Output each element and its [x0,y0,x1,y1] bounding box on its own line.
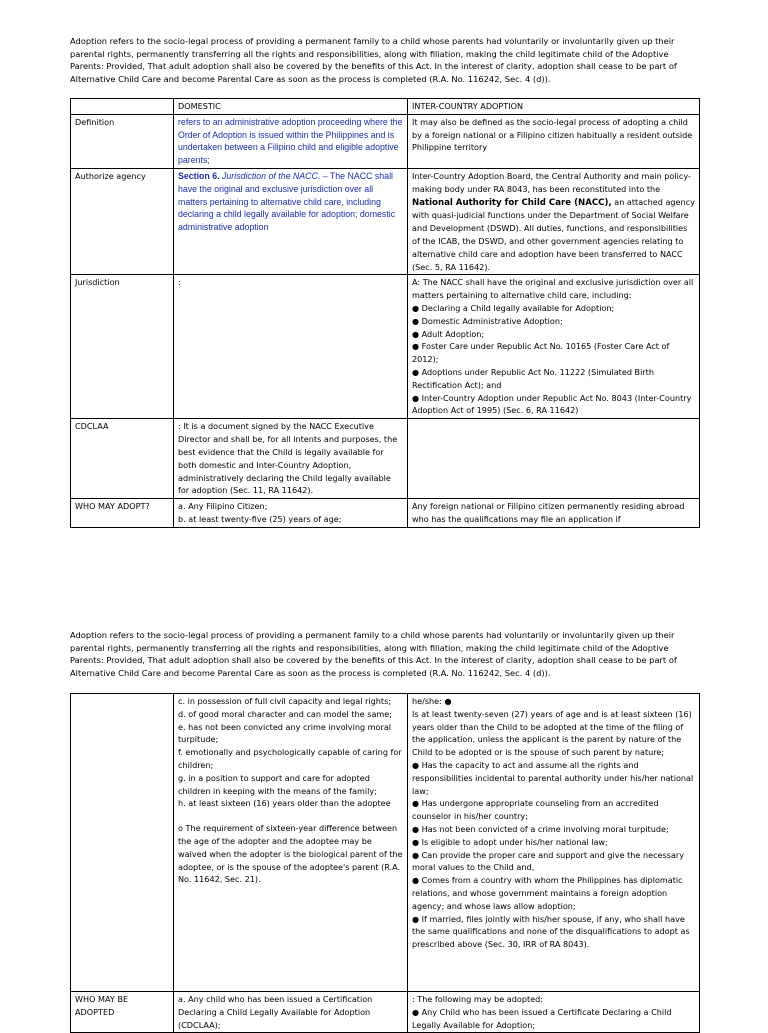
definition-domestic [174,114,408,168]
list-item: ● Inter-Country Adoption under Republic Act No. 8043 (Inter-Country Adoption Act of 1995) (Sec. 6, RA 11642) [412,392,692,416]
list-item: c. in possession of full civil capacity and legal rights; [178,696,392,706]
table-header-row [71,99,700,115]
document-page-2 [0,590,768,1030]
list-item: g. in a position to support and care for adopted children in keeping with the means of the family; [178,772,377,796]
waiver-note: o The requirement of sixteen-year difference between the age of the adopter and the adoptee may be waived when the adopter is the biological parent of the adoptee, or is the spouse of the adoptee's parent (R.A. No. 11642, Sec. 21). [178,823,403,885]
agency-section-body: – The NACC shall have the original and exclusive jurisdiction over all matters pertaining to alternative child care, including declaring a child legally available for adoption; domestic administrative adoption [178,170,396,233]
agency-nacc-name: National Authority for Child Care (NACC), [412,197,612,208]
row-label-who-may-be-adopted: WHO MAY BE ADOPTED [71,992,174,1033]
who-may-be-adopted-domestic: a. Any child who has been issued a Certification Declaring a Child Legally Available for Adoption (CDCLAA); [174,992,408,1033]
list-item: f. emotionally and psychologically capable of caring for children; [178,747,402,770]
agency-section-title: Jurisdiction of the NACC. [222,170,321,181]
header-intercountry: INTER-COUNTRY ADOPTION [408,99,700,115]
cdclaa-domestic: : It is a document signed by the NACC Executive Director and shall be, for all intents and purposes, the best evidence that the Child is legally available for both domestic and Inter-Country Adoption, administratively declaring the Child legally available for adoption (Sec. 11, RA 11642). [174,419,408,499]
list-item: ● Can provide the proper care and support and give the necessary moral values to the Child and, [412,849,685,873]
comparison-table [70,98,700,528]
intro-paragraph: Adoption refers to the socio-legal process of providing a permanent family to a child whose parents had voluntarily or involuntarily given up their parental rights, permanently transferring all the rights and responsibilities, along with filiation, making the child legitimate child of the Adoptive Parents: Provided, That adult adoption shall also be covered by the benefits of this Act. In the interest of clarity, adoption shall cease to be part of Alternative Child Care and become Parental Care as soon as the process is completed (R.A. No. 116242, Sec. 4 (d)). [70,630,677,679]
list-item: ● If married, files jointly with his/her spouse, if any, who shall have the same qualifications and none of the disqualifications to adopt as prescribed above (Sec. 30, IRR of RA 8043). [412,913,690,950]
row-label-empty [71,694,174,992]
list-item: ● Declaring a Child legally available for Adoption; [412,302,615,313]
qualifications-domestic [174,694,408,992]
table-row-qualifications [71,694,700,992]
definition-domestic-text: refers to an administrative adoption proceeding where the Order of Adoption is issued within the Philippines and is undertaken between a Filipino child and eligible adoptive parents; [178,116,403,166]
list-item: b. at least twenty-five (25) years of age; [178,513,342,524]
agency-intercountry [408,168,700,274]
list-item: ● Is eligible to adopt under his/her national law; [412,836,608,847]
jurisdiction-intercountry [408,275,700,419]
row-label-who-may-adopt: WHO MAY ADOPT? [71,499,174,528]
table-row-agency [71,168,700,274]
agency-domestic-text [178,171,395,232]
qualifications-intercountry [408,694,700,992]
cdclaa-intercountry [408,419,700,499]
list-item: ● Foster Care under Republic Act No. 10165 (Foster Care Act of 2012); [412,341,670,365]
row-label-agency: Authorize agency [71,168,174,274]
table-row-who-may-be-adopted [71,992,700,1033]
table-row-who-may-adopt [71,499,700,528]
row-label-definition: Definition [71,114,174,168]
list-item: ● Domestic Administrative Adoption; [412,315,563,326]
list-item: : The following may be adopted: [412,994,543,1004]
header-empty-cell [71,99,174,115]
intro-paragraph: Adoption refers to the socio-legal process of providing a permanent family to a child whose parents had voluntarily or involuntarily given up their parental rights, permanently transferring all the rights and responsibilities, along with filiation, making the child legitimate child of the Adoptive Parents: Provided, That adult adoption shall also be covered by the benefits of this Act. In the interest of clarity, adoption shall cease to be part of Alternative Child Care and become Parental Care as soon as the process is completed (R.A. No. 116242, Sec. 4 (d)). [70,36,677,85]
list-item: d. of good moral character and can model the same; [178,708,392,719]
list-item: ● Comes from a country with whom the Philippines has diplomatic relations, and whose government maintains a foreign adoption agency; and whose laws allow adoption; [412,875,683,911]
jurisdiction-intro: A: The NACC shall have the original and exclusive jurisdiction over all matters pertaining to alternative child care, including: [412,277,694,301]
list-item: ● Adult Adoption; [412,328,485,339]
spacer [178,810,403,822]
table-row-jurisdiction [71,275,700,419]
agency-domestic [174,168,408,274]
list-item: Is at least twenty-seven (27) years of age and is at least sixteen (16) years older than the Child to be adopted at the time of the filing of the application, unless the applicant is the parent by nature of the Child to be adopted or is the spouse of such parent by nature; [412,708,692,758]
agency-section-number: Section 6. [178,170,220,181]
who-may-be-adopted-intercountry [408,992,700,1033]
jurisdiction-domestic: : [174,275,408,419]
list-item: ● Has not been convicted of a crime involving moral turpitude; [412,823,669,834]
list-item: h. at least sixteen (16) years older than the adoptee [178,798,391,809]
agency-intercountry-pre: Inter-Country Adoption Board, the Central Authority and main policy-making body under RA 8043, has been reconstituted into the [412,170,691,194]
header-domestic: DOMESTIC [174,99,408,115]
list-item: he/she: ● [412,696,452,706]
table-row-definition [71,114,700,168]
definition-intercountry: It may also be defined as the socio-legal process of adopting a child by a foreign national or a Filipino citizen habitually a resident outside Philippine territory [408,114,700,168]
list-item: ● Has undergone appropriate counseling from an accredited counselor in his/her country; [412,798,659,822]
who-may-adopt-domestic [174,499,408,528]
who-may-adopt-intercountry: Any foreign national or Filipino citizen permanently residing abroad who has the qualifications may file an application if [408,499,700,528]
list-item: a. Any Filipino Citizen; [178,501,268,512]
row-label-cdclaa: CDCLAA [71,419,174,499]
list-item: e. has not been convicted any crime involving moral turpitude; [178,721,392,745]
agency-intercountry-post: an attached agency with quasi-judicial functions under the Department of Social Welfare and Development (DSWD). All duties, functions, and responsibilities of the ICAB, the DSWD, and other government agencies relating to alternative child care and adoption have been transferred to NACC (Sec. 5, RA 11642). [412,196,695,272]
row-label-jurisdiction: Jurisdiction [71,275,174,419]
list-item: ● Any Child who has been issued a Certificate Declaring a Child Legally Available for Adoption; [412,1006,672,1030]
comparison-table-continued [70,693,700,1033]
list-item: ● Has the capacity to act and assume all the rights and responsibilities incidental to parental authority under his/her national law; [412,759,694,796]
table-row-cdclaa [71,419,700,499]
list-item: ● Adoptions under Republic Act No. 11222 (Simulated Birth Rectification Act); and [412,366,654,390]
